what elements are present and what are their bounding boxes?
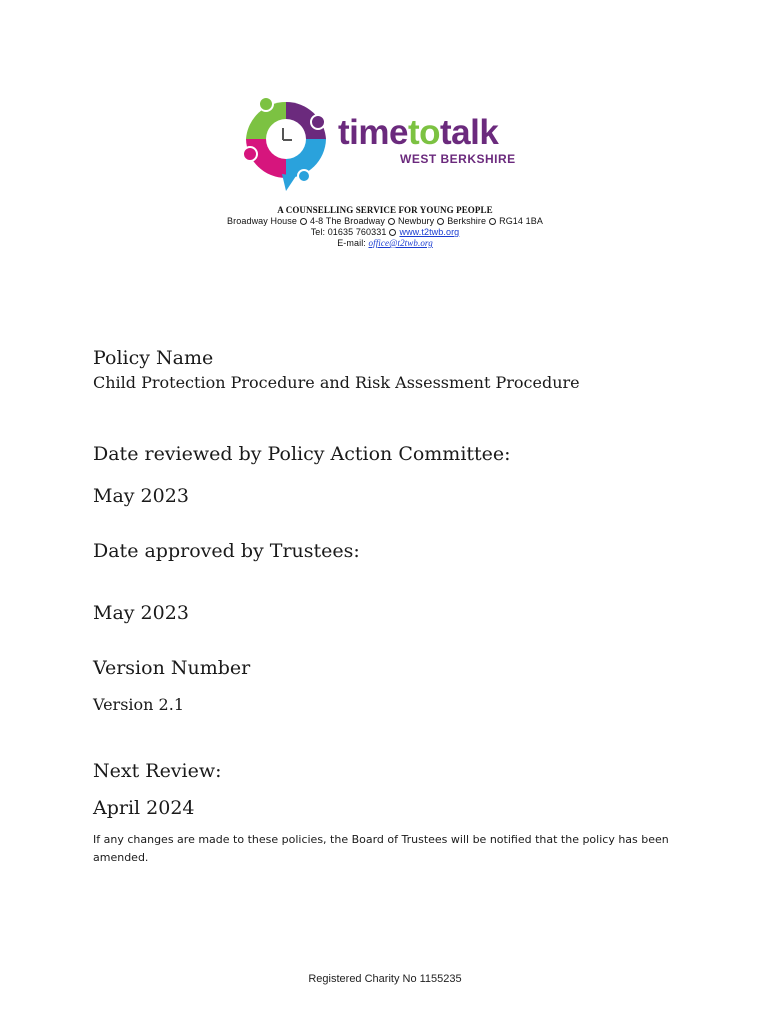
logo-word-to: to bbox=[407, 113, 441, 152]
approved-value: May 2023 bbox=[93, 602, 189, 624]
address-postcode: RG14 1BA bbox=[499, 216, 543, 226]
version-value: Version 2.1 bbox=[93, 695, 184, 714]
next-review-value: April 2024 bbox=[93, 797, 195, 819]
telephone-line bbox=[0, 227, 770, 238]
approved-label: Date approved by Trustees: bbox=[93, 540, 360, 562]
separator-circle-icon bbox=[300, 218, 307, 225]
logo-word-talk: talk bbox=[440, 113, 499, 152]
svg-text:timetotalk bbox=[338, 113, 499, 152]
policy-name-value: Child Protection Procedure and Risk Assessment Procedure bbox=[93, 373, 580, 392]
tel-label: Tel: bbox=[310, 227, 326, 237]
address-building: Broadway House bbox=[227, 216, 297, 226]
charity-number: Registered Charity No 1155235 bbox=[308, 973, 462, 985]
logo-emblem bbox=[243, 97, 326, 191]
reviewed-label: Date reviewed by Policy Action Committee: bbox=[93, 443, 511, 465]
tel-number: 01635 760331 bbox=[327, 227, 387, 237]
contact-header bbox=[0, 205, 770, 249]
separator-circle-icon bbox=[489, 218, 496, 225]
email-label: E-mail: bbox=[337, 238, 366, 248]
address-line bbox=[0, 216, 770, 227]
amendment-note: If any changes are made to these policies, the Board of Trustees will be notified that the policy has been amended. bbox=[93, 833, 669, 864]
separator-circle-icon bbox=[389, 229, 396, 236]
version-label: Version Number bbox=[93, 657, 251, 679]
email-line bbox=[0, 238, 770, 249]
address-county: Berkshire bbox=[447, 216, 487, 226]
email-link[interactable]: office@t2twb.org bbox=[368, 238, 433, 248]
address-town: Newbury bbox=[397, 216, 435, 226]
next-review-label: Next Review: bbox=[93, 760, 222, 782]
time-to-talk-logo bbox=[238, 94, 538, 194]
tagline: A COUNSELLING SERVICE FOR YOUNG PEOPLE bbox=[277, 205, 493, 215]
separator-circle-icon bbox=[437, 218, 444, 225]
logo-subtitle: WEST BERKSHIRE bbox=[400, 152, 516, 166]
address-street: 4-8 The Broadway bbox=[309, 216, 385, 226]
policy-name-label: Policy Name bbox=[93, 347, 214, 369]
website-link[interactable]: www.t2twb.org bbox=[399, 227, 460, 237]
separator-circle-icon bbox=[388, 218, 395, 225]
logo-word-time: time bbox=[338, 113, 408, 152]
reviewed-value: May 2023 bbox=[93, 485, 189, 507]
logo-graphic bbox=[238, 94, 538, 194]
